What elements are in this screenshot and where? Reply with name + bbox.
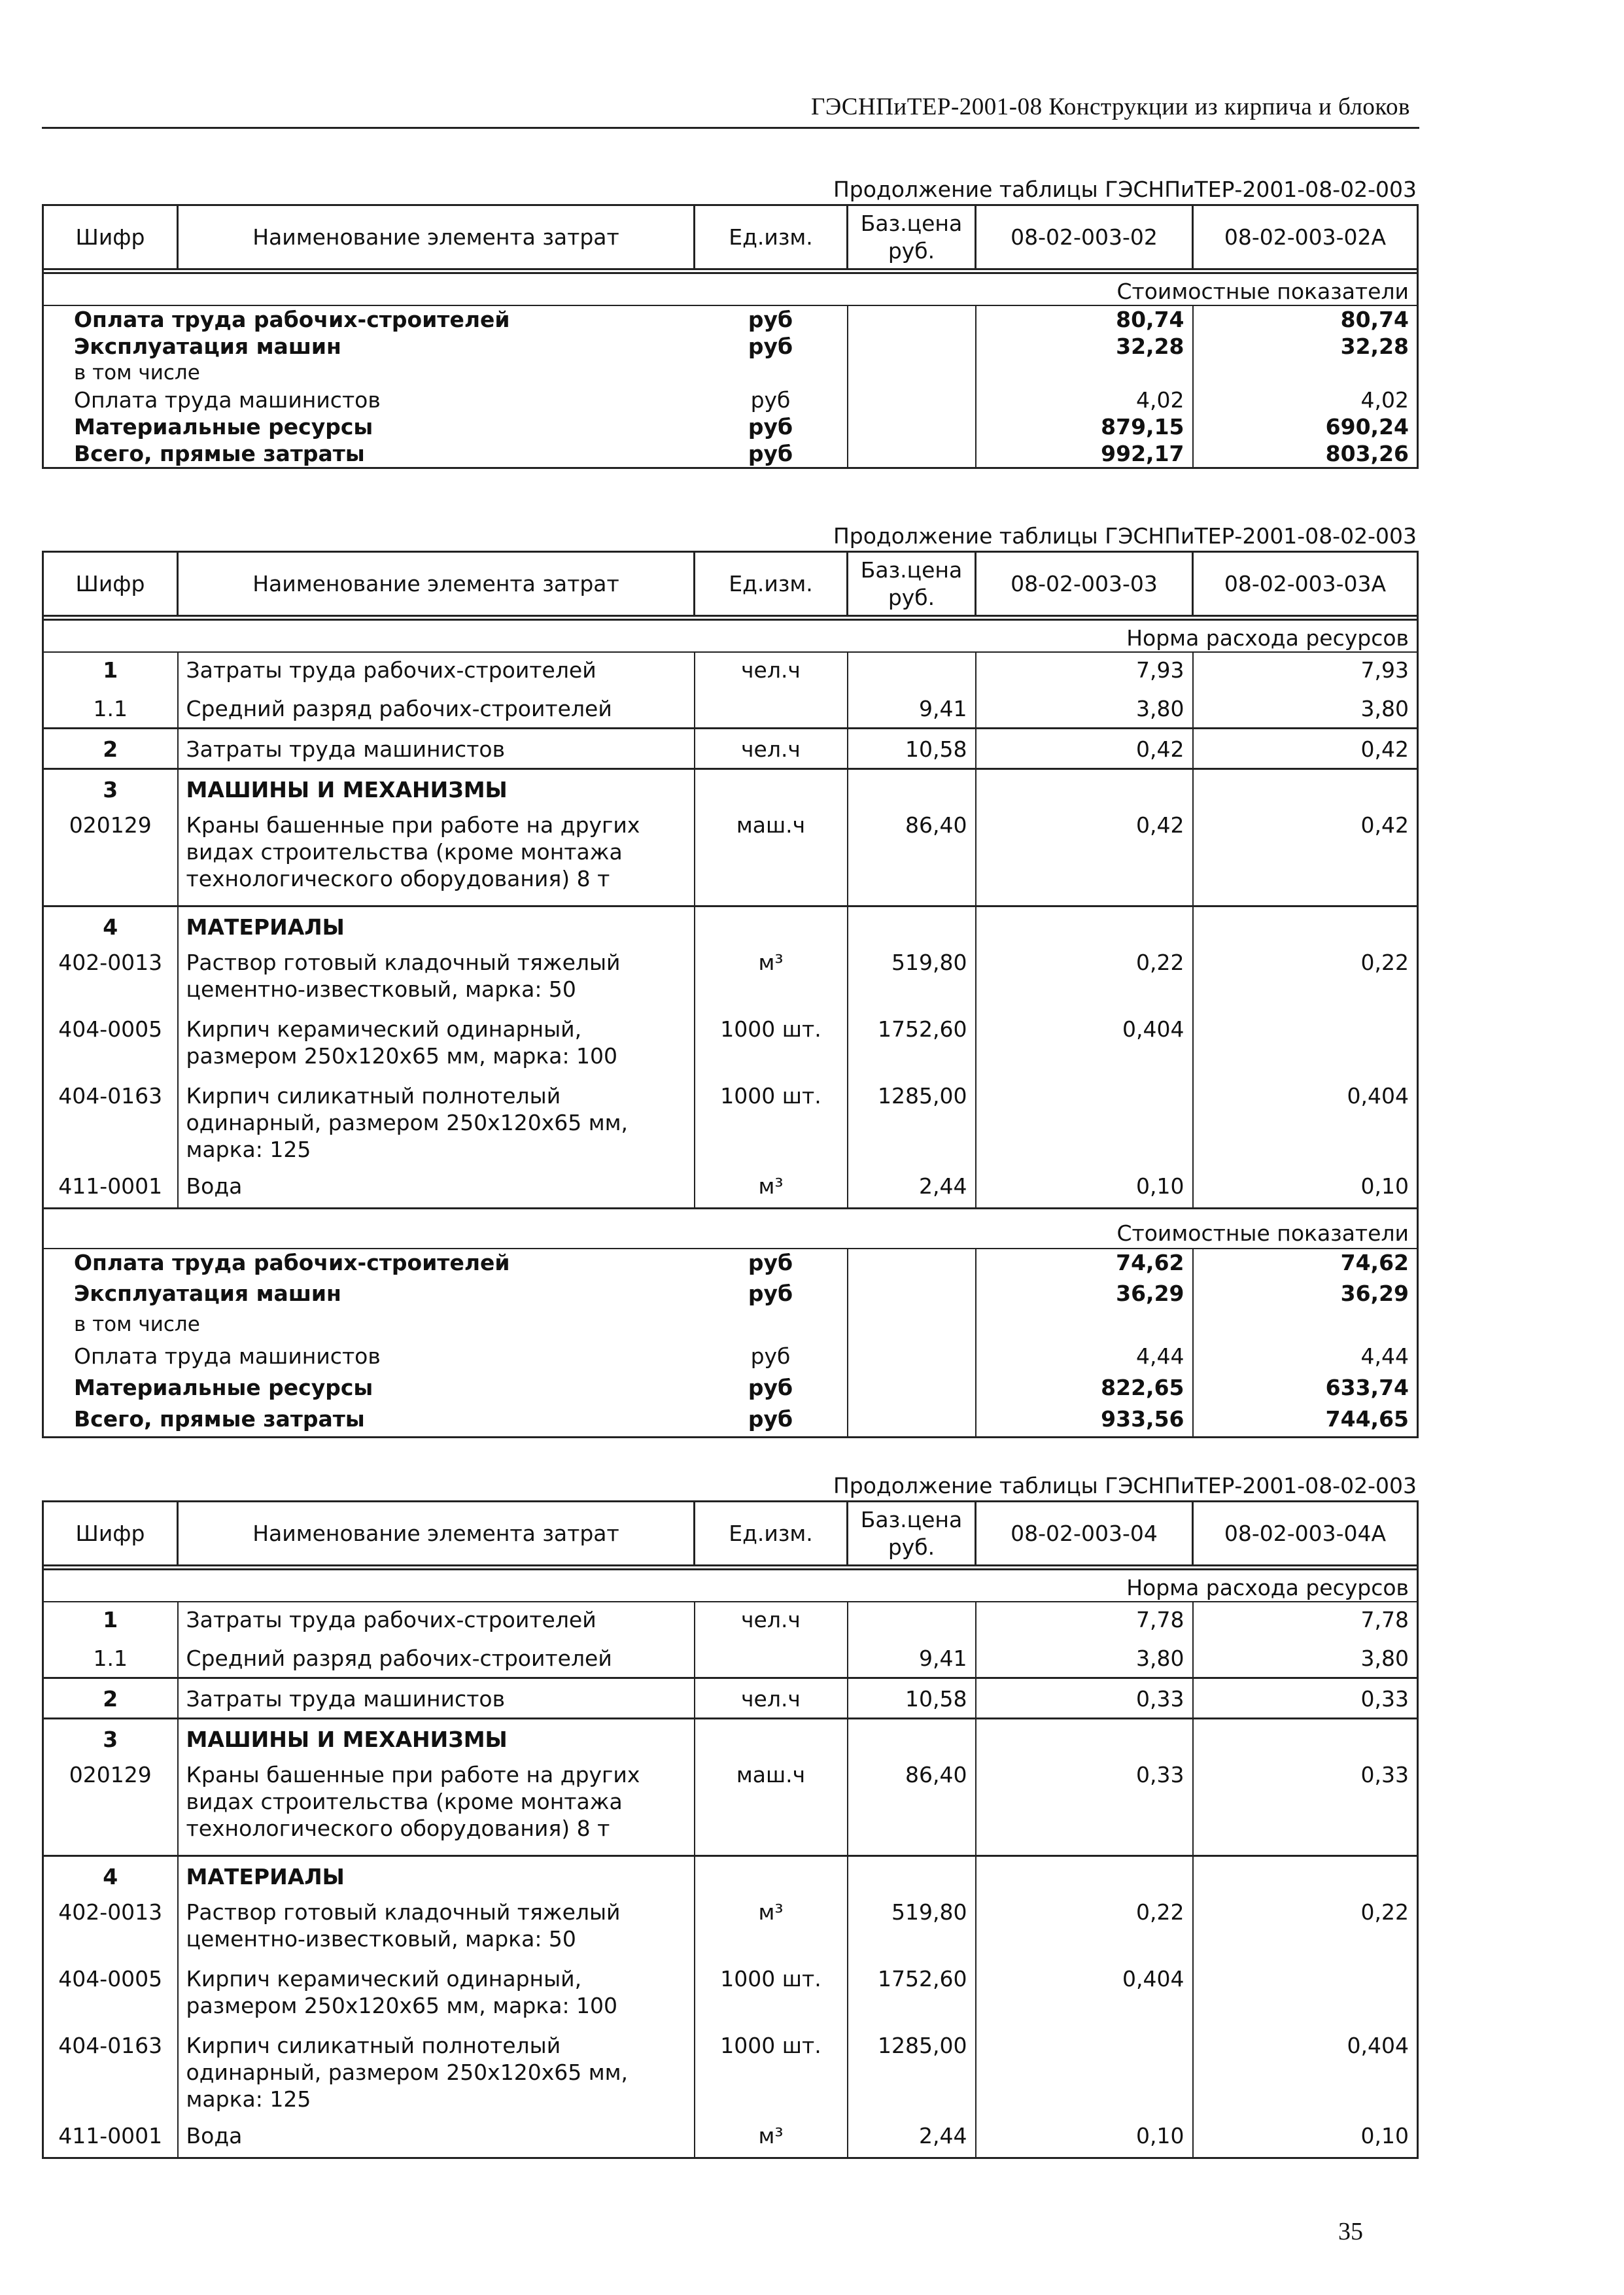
table-row (43, 1078, 1418, 1173)
cost-unit: руб (695, 387, 848, 413)
row-price: 9,41 (848, 689, 976, 728)
row-code: 402-0013 (43, 1895, 178, 1961)
row-code: 2 (43, 728, 178, 768)
cost-value-a: 4,02 (976, 387, 1193, 413)
cost-value-a: 879,15 (976, 413, 1193, 440)
cost-value-a: 4,44 (976, 1343, 1193, 1374)
row-name: Раствор готовый кладочный тяжелый цементно-известковый, марка: 50 (178, 1895, 695, 1961)
row-name: МАШИНЫ И МЕХАНИЗМЫ (178, 768, 695, 809)
cost-name: Всего, прямые затраты (43, 1406, 695, 1437)
row-name: Кирпич силикатный полнотелый одинарный, размером 250х120х65 мм, марка: 125 (178, 2028, 695, 2122)
table-row (43, 906, 1418, 945)
row-code: 4 (43, 906, 178, 945)
cost-value-b: 36,29 (1193, 1280, 1418, 1311)
row-code: 1.1 (43, 1638, 178, 1678)
row-code: 402-0013 (43, 945, 178, 1012)
row-name: Средний разряд рабочих-строителей (178, 1638, 695, 1678)
row-value-a: 0,33 (976, 1759, 1193, 1855)
row-value-b (1193, 1012, 1418, 1078)
cost-value-b: 4,02 (1193, 387, 1418, 413)
cost-row (43, 1311, 1418, 1343)
cost-name: Материальные ресурсы (43, 1374, 695, 1406)
row-name: Затраты труда машинистов (178, 728, 695, 768)
col-header-unit: Ед.изм. (695, 1502, 848, 1566)
row-name: МАТЕРИАЛЫ (178, 1855, 695, 1895)
row-unit: 1000 шт. (695, 2028, 848, 2122)
col-header-variant-b: 08-02-003-04А (1193, 1502, 1418, 1566)
row-code: 2 (43, 1678, 178, 1718)
table-row (43, 2028, 1418, 2122)
cost-name: Оплата труда машинистов (43, 1343, 695, 1374)
cost-value-a: 992,17 (976, 440, 1193, 468)
row-value-a: 0,22 (976, 1895, 1193, 1961)
cost-unit: руб (695, 1343, 848, 1374)
cost-value-b: 4,44 (1193, 1343, 1418, 1374)
row-name: Кирпич силикатный полнотелый одинарный, размером 250х120х65 мм, марка: 125 (178, 1078, 695, 1173)
row-value-b: 7,93 (1193, 652, 1418, 689)
row-price: 1285,00 (848, 1078, 976, 1173)
cost-row (43, 333, 1418, 360)
row-value-a (976, 2028, 1193, 2122)
cost-name: в том числе (43, 1311, 695, 1343)
section-title: Норма расхода ресурсов (43, 620, 1418, 653)
section-header-norms (43, 620, 1418, 653)
row-name: Затраты труда машинистов (178, 1678, 695, 1718)
row-value-b: 0,22 (1193, 945, 1418, 1012)
row-unit: м³ (695, 1895, 848, 1961)
col-header-variant-a: 08-02-003-03 (976, 552, 1193, 616)
row-value-b (1193, 1961, 1418, 2028)
col-header-unit: Ед.изм. (695, 552, 848, 616)
row-value-a: 7,78 (976, 1602, 1193, 1638)
row-code: 411-0001 (43, 2122, 178, 2158)
cost-unit: руб (695, 1249, 848, 1280)
cost-row (43, 1249, 1418, 1280)
cost-name: Эксплуатация машин (43, 333, 695, 360)
row-unit: маш.ч (695, 1759, 848, 1855)
row-unit: 1000 шт. (695, 1012, 848, 1078)
row-name: Вода (178, 2122, 695, 2158)
cost-value-b: 32,28 (1193, 333, 1418, 360)
cost-name: Эксплуатация машин (43, 1280, 695, 1311)
cost-value-b: 74,62 (1193, 1249, 1418, 1280)
col-header-variant-a: 08-02-003-04 (976, 1502, 1193, 1566)
cost-value-b: 690,24 (1193, 413, 1418, 440)
table-continuation-caption: Продолжение таблицы ГЭСНПиТЕР-2001-08-02-003 (833, 177, 1417, 202)
cost-unit: руб (695, 1280, 848, 1311)
resource-table-2 (42, 551, 1419, 1438)
cost-row (43, 440, 1418, 468)
cost-row (43, 360, 1418, 387)
row-unit: м³ (695, 2122, 848, 2158)
table-row (43, 1759, 1418, 1855)
row-name: Средний разряд рабочих-строителей (178, 689, 695, 728)
cost-unit: руб (695, 305, 848, 333)
table-continuation-caption: Продолжение таблицы ГЭСНПиТЕР-2001-08-02-003 (833, 523, 1417, 549)
cost-value-a: 32,28 (976, 333, 1193, 360)
row-code: 404-0005 (43, 1012, 178, 1078)
row-unit: маш.ч (695, 809, 848, 906)
table-row (43, 945, 1418, 1012)
cost-row (43, 1280, 1418, 1311)
column-header-row (43, 205, 1418, 269)
row-value-b: 0,33 (1193, 1759, 1418, 1855)
row-name: Кирпич керамический одинарный, размером 250х120х65 мм, марка: 100 (178, 1012, 695, 1078)
cost-name: Оплата труда рабочих-строителей (43, 305, 695, 333)
col-header-name: Наименование элемента затрат (178, 1502, 695, 1566)
table-row (43, 1173, 1418, 1208)
row-price: 86,40 (848, 1759, 976, 1855)
row-unit: чел.ч (695, 728, 848, 768)
cost-name: Оплата труда рабочих-строителей (43, 1249, 695, 1280)
cost-row (43, 1406, 1418, 1437)
row-price: 1752,60 (848, 1012, 976, 1078)
row-code: 020129 (43, 809, 178, 906)
running-header-title: ГЭСНПиТЕР-2001-08 Конструкции из кирпича и блоков (810, 94, 1410, 120)
cost-value-b: 744,65 (1193, 1406, 1418, 1437)
row-value-b: 0,42 (1193, 728, 1418, 768)
section-title: Стоимостные показатели (43, 1208, 1418, 1249)
cost-row (43, 305, 1418, 333)
row-value-b: 0,404 (1193, 2028, 1418, 2122)
resource-table-1 (42, 204, 1419, 469)
row-price: 1285,00 (848, 2028, 976, 2122)
section-title: Норма расхода ресурсов (43, 1570, 1418, 1602)
row-unit (695, 689, 848, 728)
table-row (43, 1638, 1418, 1678)
col-header-variant-b: 08-02-003-02А (1193, 205, 1418, 269)
col-header-price: Баз.цена руб. (848, 205, 976, 269)
table-row (43, 1718, 1418, 1759)
page-number: 35 (1338, 2218, 1363, 2245)
row-value-b: 0,10 (1193, 1173, 1418, 1208)
cost-value-a: 80,74 (976, 305, 1193, 333)
row-name: МАТЕРИАЛЫ (178, 906, 695, 945)
row-name: Раствор готовый кладочный тяжелый цементно-известковый, марка: 50 (178, 945, 695, 1012)
row-code: 3 (43, 768, 178, 809)
row-price: 9,41 (848, 1638, 976, 1678)
column-header-row (43, 1502, 1418, 1566)
row-unit: 1000 шт. (695, 1078, 848, 1173)
col-header-unit: Ед.изм. (695, 205, 848, 269)
cost-unit: руб (695, 333, 848, 360)
cost-row (43, 1374, 1418, 1406)
row-value-a: 7,93 (976, 652, 1193, 689)
row-unit: чел.ч (695, 652, 848, 689)
section-title: Стоимостные показатели (43, 273, 1418, 306)
cost-unit: руб (695, 1374, 848, 1406)
cost-name: Оплата труда машинистов (43, 387, 695, 413)
table-row (43, 689, 1418, 728)
row-unit: 1000 шт. (695, 1961, 848, 2028)
row-value-b: 3,80 (1193, 689, 1418, 728)
cost-value-b: 80,74 (1193, 305, 1418, 333)
table-row (43, 1895, 1418, 1961)
row-price (848, 652, 976, 689)
row-name: МАШИНЫ И МЕХАНИЗМЫ (178, 1718, 695, 1759)
row-value-b: 0,42 (1193, 809, 1418, 906)
cost-unit: руб (695, 413, 848, 440)
cost-value-a: 36,29 (976, 1280, 1193, 1311)
cost-name: Всего, прямые затраты (43, 440, 695, 468)
row-name: Краны башенные при работе на других видах строительства (кроме монтажа технологического оборудования) 8 т (178, 1759, 695, 1855)
cost-value-b: 803,26 (1193, 440, 1418, 468)
section-header-costs (43, 1208, 1418, 1249)
row-value-a: 0,42 (976, 809, 1193, 906)
row-price: 86,40 (848, 809, 976, 906)
row-value-b: 7,78 (1193, 1602, 1418, 1638)
row-value-a: 3,80 (976, 1638, 1193, 1678)
row-code: 404-0005 (43, 1961, 178, 2028)
row-unit: чел.ч (695, 1602, 848, 1638)
row-code: 1 (43, 1602, 178, 1638)
row-value-a: 0,404 (976, 1961, 1193, 2028)
row-value-a: 0,404 (976, 1012, 1193, 1078)
row-price: 519,80 (848, 945, 976, 1012)
row-value-a: 3,80 (976, 689, 1193, 728)
row-unit: чел.ч (695, 1678, 848, 1718)
row-value-b: 0,22 (1193, 1895, 1418, 1961)
col-header-variant-a: 08-02-003-02 (976, 205, 1193, 269)
row-value-a (976, 1078, 1193, 1173)
row-value-b: 0,404 (1193, 1078, 1418, 1173)
cost-value-b: 633,74 (1193, 1374, 1418, 1406)
col-header-price: Баз.цена руб. (848, 552, 976, 616)
row-code: 4 (43, 1855, 178, 1895)
section-header-norms (43, 1570, 1418, 1602)
row-price: 2,44 (848, 2122, 976, 2158)
row-value-a: 0,22 (976, 945, 1193, 1012)
row-name: Вода (178, 1173, 695, 1208)
row-code: 404-0163 (43, 2028, 178, 2122)
cost-name: в том числе (43, 360, 695, 387)
cost-row (43, 1343, 1418, 1374)
col-header-name: Наименование элемента затрат (178, 552, 695, 616)
table-row (43, 1678, 1418, 1718)
row-value-b: 0,33 (1193, 1678, 1418, 1718)
row-value-a: 0,42 (976, 728, 1193, 768)
row-code: 411-0001 (43, 1173, 178, 1208)
row-price: 2,44 (848, 1173, 976, 1208)
running-header (42, 93, 1419, 129)
table-row (43, 1961, 1418, 2028)
row-value-b: 3,80 (1193, 1638, 1418, 1678)
row-code: 1.1 (43, 689, 178, 728)
table-row (43, 768, 1418, 809)
col-header-code: Шифр (43, 1502, 178, 1566)
row-price (848, 1602, 976, 1638)
cost-value-a: 822,65 (976, 1374, 1193, 1406)
row-unit: м³ (695, 945, 848, 1012)
row-code: 3 (43, 1718, 178, 1759)
column-header-row (43, 552, 1418, 616)
row-name: Затраты труда рабочих-строителей (178, 652, 695, 689)
cost-name: Материальные ресурсы (43, 413, 695, 440)
cost-unit: руб (695, 440, 848, 468)
section-header-costs (43, 273, 1418, 306)
row-name: Кирпич керамический одинарный, размером 250х120х65 мм, марка: 100 (178, 1961, 695, 2028)
table-row (43, 2122, 1418, 2158)
resource-table-3 (42, 1500, 1419, 2159)
row-code: 020129 (43, 1759, 178, 1855)
col-header-code: Шифр (43, 552, 178, 616)
table-row (43, 1855, 1418, 1895)
row-unit (695, 1638, 848, 1678)
row-price: 10,58 (848, 728, 976, 768)
cost-row (43, 387, 1418, 413)
row-price: 10,58 (848, 1678, 976, 1718)
col-header-name: Наименование элемента затрат (178, 205, 695, 269)
row-code: 404-0163 (43, 1078, 178, 1173)
row-code: 1 (43, 652, 178, 689)
row-price: 1752,60 (848, 1961, 976, 2028)
table-row (43, 1602, 1418, 1638)
cost-value-a: 933,56 (976, 1406, 1193, 1437)
table-row (43, 1012, 1418, 1078)
row-name: Затраты труда рабочих-строителей (178, 1602, 695, 1638)
row-name: Краны башенные при работе на других видах строительства (кроме монтажа технологического оборудования) 8 т (178, 809, 695, 906)
row-unit: м³ (695, 1173, 848, 1208)
table-row (43, 728, 1418, 768)
cost-value-a: 74,62 (976, 1249, 1193, 1280)
cost-row (43, 413, 1418, 440)
row-value-a: 0,10 (976, 1173, 1193, 1208)
table-row (43, 652, 1418, 689)
table-continuation-caption: Продолжение таблицы ГЭСНПиТЕР-2001-08-02-003 (833, 1473, 1417, 1498)
row-value-a: 0,33 (976, 1678, 1193, 1718)
row-value-a: 0,10 (976, 2122, 1193, 2158)
row-value-b: 0,10 (1193, 2122, 1418, 2158)
col-header-code: Шифр (43, 205, 178, 269)
col-header-price: Баз.цена руб. (848, 1502, 976, 1566)
col-header-variant-b: 08-02-003-03А (1193, 552, 1418, 616)
row-price: 519,80 (848, 1895, 976, 1961)
cost-unit: руб (695, 1406, 848, 1437)
table-row (43, 809, 1418, 906)
